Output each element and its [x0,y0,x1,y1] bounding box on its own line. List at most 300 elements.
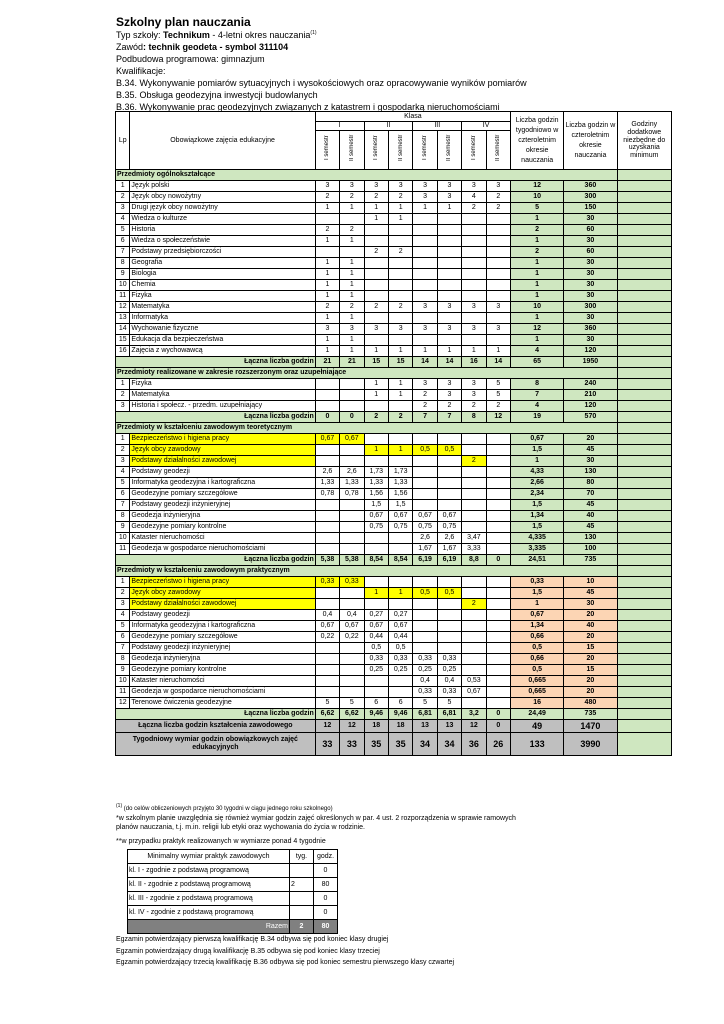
total-semester-hours: 8,54 [364,555,388,566]
semester-hours: 1 [340,313,364,324]
total-extra [617,357,671,368]
row-lp: 1 [116,434,130,445]
semester-hours [462,335,486,346]
table-row [116,665,672,676]
row-lp: 7 [116,247,130,258]
semester-hours: 3 [486,181,510,192]
weekly-hours: 1 [511,280,564,291]
semester-hours: 0,33 [340,577,364,588]
row-lp: 11 [116,544,130,555]
total-semester-hours: 8,54 [388,555,412,566]
extra-hours [617,665,671,676]
practice-total-hours: 80 [314,920,338,934]
semester-hours [340,665,364,676]
table-row [116,533,672,544]
total-hours: 20 [564,676,617,687]
total-semester-hours: 3,2 [462,709,486,720]
semester-hours: 1 [315,291,339,302]
semester-hours [315,676,339,687]
row-lp: 8 [116,258,130,269]
semester-hours [486,489,510,500]
semester-hours [364,544,388,555]
practice-total-row [128,920,338,934]
semester-hours [486,544,510,555]
semester-hours: 1 [340,280,364,291]
summary-semester-hours: 18 [388,720,412,733]
semester-hours [486,247,510,258]
practice-weeks: 2 [290,878,314,892]
semester-hours [364,434,388,445]
row-lp: 15 [116,335,130,346]
row-lp: 3 [116,203,130,214]
extra-hours [617,203,671,214]
semester-hours: 0,27 [388,610,412,621]
total-weekly-hours: 24,49 [511,709,564,720]
weekly-hours: 12 [511,181,564,192]
row-lp: 2 [116,390,130,401]
total-semester-hours: 5,38 [340,555,364,566]
semester-hours [388,291,412,302]
semester-hours [486,698,510,709]
header-extra-hours: Godziny dodatkowe niezbędne do uzyskania minimum [617,112,671,170]
qualification-b35: B.35. Obsługa geodezyjna inwestycji budowlanych [116,90,318,100]
table-row [116,379,672,390]
summary-semester-hours: 34 [437,733,461,756]
semester-hours [413,610,437,621]
total-hours: 60 [564,247,617,258]
vocational-total-row [116,720,672,733]
semester-hours: 6 [388,698,412,709]
semester-hours: 2 [462,599,486,610]
semester-hours: 1 [340,346,364,357]
total-extra [617,412,671,423]
subject-name: Język obcy nowożytny [130,192,315,203]
qualification-b36: B.36. Wykonywanie prac geodezyjnych związanych z katastrem i gospodarką nieruchomościami [116,102,500,112]
semester-hours [364,258,388,269]
semester-hours [437,577,461,588]
semester-hours [364,577,388,588]
semester-hours: 5 [315,698,339,709]
semester-hours [315,500,339,511]
semester-hours [388,313,412,324]
semester-hours: 1 [340,258,364,269]
total-hours: 30 [564,335,617,346]
table-row [116,676,672,687]
table-row [116,192,672,203]
semester-hours: 3 [364,181,388,192]
semester-hours [437,335,461,346]
semester-hours [315,544,339,555]
semester-hours: 0,33 [364,654,388,665]
semester-hours [315,588,339,599]
semester-hours: 0,67 [462,687,486,698]
subject-name: Podstawy geodezji [130,467,315,478]
table-row [116,478,672,489]
footnote-marker: (1) [116,803,123,809]
extra-hours [617,599,671,610]
header-class-ii: II [364,122,413,131]
header-semester-8 [486,131,510,170]
weekly-hours: 1,5 [511,500,564,511]
table-row [116,698,672,709]
semester-hours: 0,67 [388,621,412,632]
semester-hours: 3,47 [462,533,486,544]
semester-hours: 0,33 [315,577,339,588]
practice-table [127,849,338,934]
semester-hours [462,610,486,621]
semester-hours [462,236,486,247]
semester-hours: 0,67 [364,621,388,632]
practice-row [128,864,338,878]
total-semester-hours: 8 [462,412,486,423]
semester-hours [486,522,510,533]
total-semester-hours: 21 [340,357,364,368]
semester-hours [462,522,486,533]
table-row [116,291,672,302]
semester-hours: 2,6 [340,467,364,478]
semester-hours: 3 [486,302,510,313]
weekly-hours: 3,335 [511,544,564,555]
section-extra-cell [617,423,671,434]
semester-label: II semestr [495,134,502,162]
semester-hours: 1 [315,203,339,214]
extra-hours [617,687,671,698]
semester-hours: 1,73 [388,467,412,478]
total-hours: 30 [564,214,617,225]
subject-name: Wiedza o kulturze [130,214,315,225]
semester-hours [315,533,339,544]
semester-hours [315,390,339,401]
semester-hours [364,236,388,247]
total-hours: 20 [564,632,617,643]
weekly-hours: 10 [511,192,564,203]
semester-hours: 3 [364,324,388,335]
base-program-line: Podbudowa programowa: gimnazjum [116,54,265,64]
semester-hours [486,643,510,654]
total-semester-hours: 6,62 [315,709,339,720]
semester-hours [462,214,486,225]
weekly-hours: 4 [511,346,564,357]
semester-hours: 2 [340,192,364,203]
row-lp: 3 [116,456,130,467]
semester-hours: 3 [462,390,486,401]
row-lp: 13 [116,313,130,324]
row-lp: 4 [116,467,130,478]
weekly-hours: 1,5 [511,522,564,533]
semester-hours: 1 [315,258,339,269]
practice-class: kl. II - zgodnie z podstawą programową [128,878,290,892]
practice-weeks [290,864,314,878]
semester-hours: 3 [413,302,437,313]
table-row [116,577,672,588]
extra-hours [617,280,671,291]
table-row [116,632,672,643]
semester-hours: 2 [437,401,461,412]
total-semester-hours: 2 [364,412,388,423]
subject-name: Podstawy przedsiębiorczości [130,247,315,258]
semester-hours [486,214,510,225]
semester-hours: 1 [340,203,364,214]
subject-name: Geodezja inżynieryjna [130,511,315,522]
semester-hours: 2 [315,302,339,313]
semester-hours [437,258,461,269]
semester-hours [388,225,412,236]
header-subjects: Obowiązkowe zajęcia edukacyjne [130,112,315,170]
semester-hours [315,665,339,676]
header-total-hours: Liczba godzin w czteroletnim okresie nauczania [564,112,617,170]
semester-hours: 5 [437,698,461,709]
semester-hours: 0,75 [388,522,412,533]
semester-hours [340,643,364,654]
semester-label: I semestr [470,135,477,161]
semester-hours: 2,6 [315,467,339,478]
semester-hours [388,280,412,291]
row-lp: 1 [116,379,130,390]
semester-hours: 0,67 [437,511,461,522]
semester-hours [340,456,364,467]
semester-hours: 2 [388,302,412,313]
semester-hours: 0,25 [388,665,412,676]
practice-row [128,878,338,892]
subject-name: Kataster nieruchomości [130,533,315,544]
extra-hours [617,478,671,489]
semester-hours [486,632,510,643]
semester-hours: 2 [340,225,364,236]
semester-hours [364,401,388,412]
semester-hours: 1 [315,313,339,324]
semester-hours [462,280,486,291]
extra-hours [617,544,671,555]
semester-hours: 1 [388,588,412,599]
semester-hours [388,236,412,247]
semester-hours: 1,67 [437,544,461,555]
header-klasa: Klasa [315,112,510,122]
weekly-hours: 1 [511,335,564,346]
weekly-minimum-row [116,733,672,756]
semester-hours: 2 [486,203,510,214]
subject-name: Bezpieczeństwo i higiena pracy [130,434,315,445]
curriculum-table [115,111,672,756]
semester-hours: 0,67 [315,434,339,445]
extra-hours [617,522,671,533]
semester-hours: 0,4 [413,676,437,687]
semester-hours [315,654,339,665]
semester-hours: 1,73 [364,467,388,478]
semester-hours: 2 [364,247,388,258]
summary-semester-hours: 35 [364,733,388,756]
total-label: Łączna liczba godzin [116,709,316,720]
semester-hours: 0,5 [364,643,388,654]
semester-hours: 2 [388,192,412,203]
semester-hours [364,533,388,544]
footnote-practice: **w przypadku praktyk realizowanych w wymiarze ponad 4 tygodnie [116,838,326,845]
semester-hours [486,610,510,621]
semester-hours: 1 [364,214,388,225]
summary-weekly-hours: 49 [511,720,564,733]
exam-note-b36: Egzamin potwierdzający trzecią kwalifikację B.36 odbywa się pod koniec semestru pierwszego klasy czwartej [116,959,455,966]
total-hours: 80 [564,478,617,489]
semester-hours [340,445,364,456]
total-hours: 40 [564,511,617,522]
table-row [116,445,672,456]
semester-hours [364,280,388,291]
semester-hours: 3 [340,324,364,335]
document-title: Szkolny plan nauczania [116,15,251,29]
weekly-hours: 1,34 [511,511,564,522]
header-semester-2 [340,131,364,170]
table-row [116,280,672,291]
semester-hours: 0,44 [388,632,412,643]
subject-name: Język polski [130,181,315,192]
total-all-hours: 1950 [564,357,617,368]
extra-hours [617,335,671,346]
table-row [116,544,672,555]
weekly-hours: 1 [511,236,564,247]
total-hours: 120 [564,401,617,412]
row-lp: 7 [116,643,130,654]
semester-hours: 2 [413,401,437,412]
total-hours: 30 [564,258,617,269]
semester-label: I semestr [422,135,429,161]
semester-hours [315,643,339,654]
row-lp: 12 [116,302,130,313]
semester-hours: 0,33 [437,687,461,698]
total-semester-hours: 0 [486,555,510,566]
semester-hours: 2 [315,225,339,236]
total-hours: 15 [564,665,617,676]
row-lp: 2 [116,445,130,456]
semester-hours: 1 [315,335,339,346]
weekly-hours: 0,665 [511,687,564,698]
row-lp: 10 [116,280,130,291]
semester-hours: 1 [364,445,388,456]
semester-hours: 2 [413,390,437,401]
table-row [116,247,672,258]
section-title: Przedmioty w kształceniu zawodowym praktycznym [116,566,618,577]
semester-hours: 1 [364,390,388,401]
total-hours: 20 [564,654,617,665]
semester-hours: 1 [462,346,486,357]
section-header-row [116,423,672,434]
weekly-hours: 0,33 [511,577,564,588]
table-row [116,456,672,467]
semester-hours [413,632,437,643]
semester-hours [364,456,388,467]
total-hours: 40 [564,621,617,632]
total-semester-hours: 21 [315,357,339,368]
practice-class: kl. I - zgodnie z podstawą programową [128,864,290,878]
semester-hours [486,687,510,698]
footnote-weeks [116,804,333,813]
semester-hours: 0,5 [437,588,461,599]
semester-hours [462,247,486,258]
subject-name: Geodezyjne pomiary kontrolne [130,522,315,533]
subject-name: Chemia [130,280,315,291]
subject-name: Geodezyjne pomiary szczegółowe [130,489,315,500]
semester-hours: 1 [315,236,339,247]
semester-hours [462,621,486,632]
total-label: Łączna liczba godzin [116,555,316,566]
semester-hours: 1,56 [388,489,412,500]
semester-hours [486,258,510,269]
semester-hours [364,676,388,687]
semester-hours: 3 [413,192,437,203]
extra-hours [617,610,671,621]
semester-hours [437,214,461,225]
table-row [116,687,672,698]
profession-value: : technik geodeta - symbol 311104 [143,42,289,52]
semester-hours: 1 [340,335,364,346]
semester-hours [462,291,486,302]
row-lp: 2 [116,192,130,203]
semester-hours [486,456,510,467]
summary-total-hours: 3990 [564,733,617,756]
semester-hours [413,214,437,225]
semester-hours: 1 [437,346,461,357]
semester-hours: 0,5 [437,445,461,456]
table-row [116,599,672,610]
subject-name: Biologia [130,269,315,280]
row-lp: 8 [116,654,130,665]
subject-name: Drugi język obcy nowożytny [130,203,315,214]
footnote-weeks-text: (do celów obliczeniowych przyjęto 30 tygodni w ciągu jednego roku szkolnego) [122,806,333,812]
semester-label: II semestr [397,134,404,162]
summary-semester-hours: 36 [462,733,486,756]
semester-hours: 0,25 [437,665,461,676]
semester-hours [413,280,437,291]
practice-class: kl. IV - zgodnie z podstawą programową [128,906,290,920]
semester-hours: 3 [315,181,339,192]
semester-hours: 0,33 [437,654,461,665]
semester-hours [486,280,510,291]
semester-hours [340,533,364,544]
summary-extra [617,733,671,756]
school-type-line [116,31,317,40]
semester-hours [413,313,437,324]
semester-hours: 0,67 [340,434,364,445]
total-weekly-hours: 19 [511,412,564,423]
semester-hours [462,269,486,280]
section-header-row [116,368,672,379]
extra-hours [617,324,671,335]
semester-hours: 3 [437,181,461,192]
total-weekly-hours: 24,51 [511,555,564,566]
semester-hours [486,236,510,247]
semester-hours [437,291,461,302]
semester-hours [413,577,437,588]
semester-hours [413,335,437,346]
semester-hours [462,632,486,643]
extra-hours [617,643,671,654]
weekly-hours: 5 [511,203,564,214]
semester-label: II semestr [446,134,453,162]
section-title: Przedmioty ogólnokształcące [116,170,618,181]
semester-hours: 0,4 [340,610,364,621]
header-class-iii: III [413,122,462,131]
extra-hours [617,269,671,280]
practice-hours-header: godz. [314,850,338,864]
semester-hours: 5 [486,390,510,401]
semester-hours: 5 [413,698,437,709]
weekly-hours: 4 [511,401,564,412]
semester-hours: 1 [388,214,412,225]
weekly-hours: 1 [511,291,564,302]
semester-hours [364,269,388,280]
semester-hours: 2 [388,247,412,258]
semester-hours: 1 [364,346,388,357]
weekly-hours: 7 [511,390,564,401]
semester-hours: 0,33 [413,687,437,698]
